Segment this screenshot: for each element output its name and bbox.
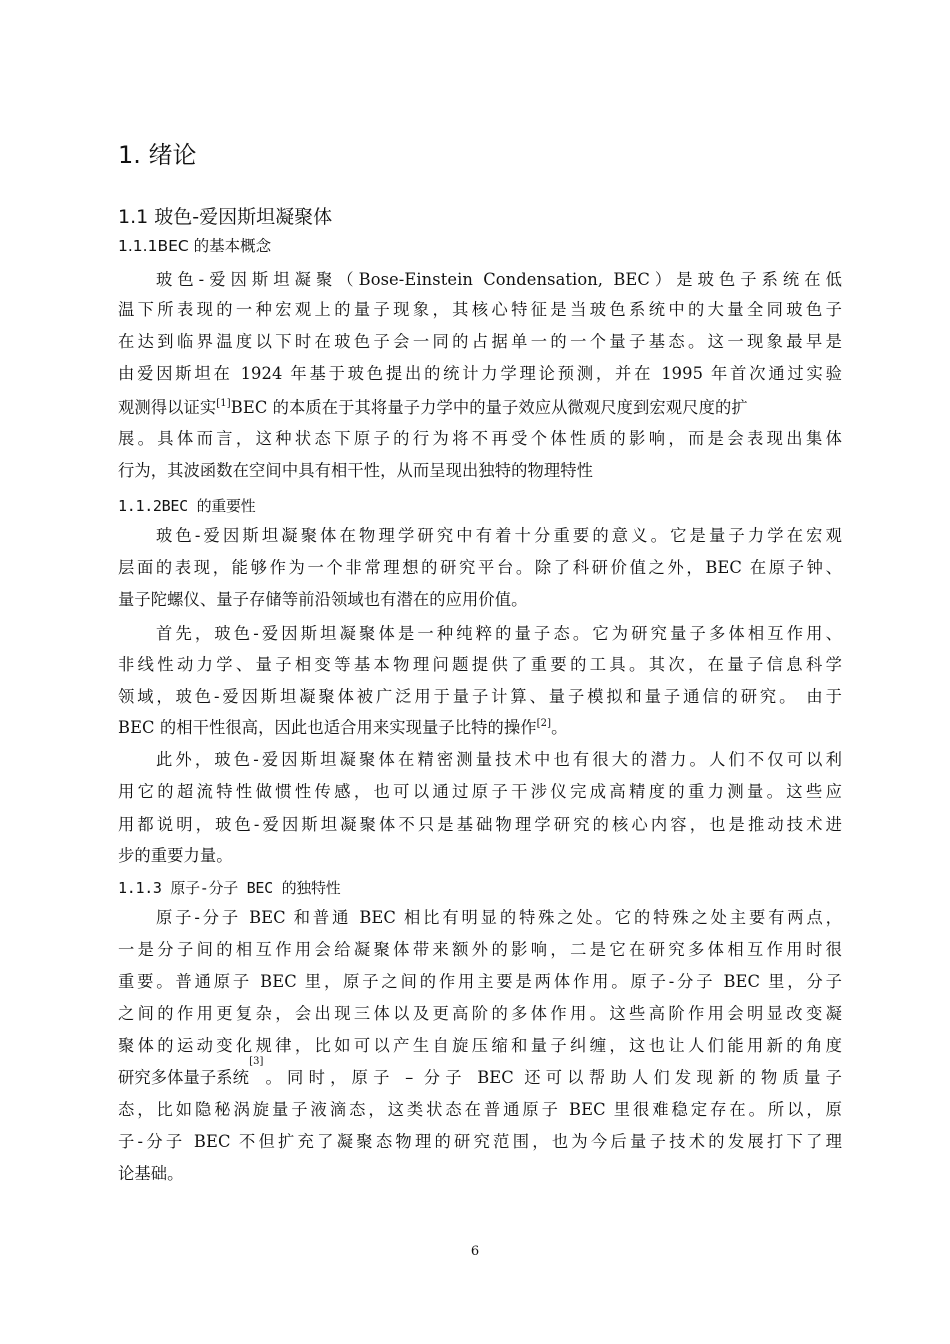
paragraph-line: 由爱因斯坦在 1924 年基于玻色提出的统计力学理论预测，并在 1995 年首次通过实验 <box>118 364 842 383</box>
paragraph-line: 非线性动力学、量子相变等基本物理问题提供了重要的工具。其次，在量子信息科学 <box>118 655 842 674</box>
citation: [1] <box>216 397 231 409</box>
line-text: BEC 的本质在于其将量子力学中的量子效应从微观尺度到宏观尺度的扩 <box>230 398 748 417</box>
paragraph-line: 行为，其波函数在空间中具有相干性，从而呈现出独特的物理特性 <box>118 461 594 480</box>
paragraph-line <box>118 393 748 423</box>
subsection-title-1: 1.1.1BEC 的基本概念 <box>118 237 272 255</box>
citation: [2] <box>536 717 552 729</box>
line-text: 。同时，原子 – 分子 BEC 还可以帮助人们发现新的物质量子 <box>265 1068 842 1087</box>
paragraph-line: 聚体的运动变化规律，比如可以产生自旋压缩和量子纠缠，这也让人们能用新的角度 <box>118 1036 842 1055</box>
paragraph-line: 步的重要力量。 <box>118 846 233 865</box>
subsection-title-2: 1.1.2BEC 的重要性 <box>118 497 256 515</box>
paragraph-line: 层面的表现，能够作为一个非常理想的研究平台。除了科研价值之外，BEC 在原子钟、 <box>118 558 842 577</box>
chapter-title: 1. 绪论 <box>118 141 197 169</box>
paragraph-line: 量子陀螺仪、量子存储等前沿领域也有潜在的应用价值。 <box>118 590 528 609</box>
paragraph-line: 首先，玻色-爱因斯坦凝聚体是一种纯粹的量子态。它为研究量子多体相互作用、 <box>156 624 842 643</box>
paragraph-line: 原子-分子 BEC 和普通 BEC 相比有明显的特殊之处。它的特殊之处主要有两点， <box>156 908 842 927</box>
paragraph-line: 论基础。 <box>118 1164 184 1183</box>
page-number: 6 <box>470 1244 480 1259</box>
line-text: 。 <box>551 718 568 737</box>
paragraph-line: 态，比如隐秘涡旋量子液滴态，这类状态在普通原子 BEC 里很难稳定存在。所以，原 <box>118 1100 842 1119</box>
paragraph-line <box>118 713 568 743</box>
paragraph-line: 之间的作用更复杂，会出现三体以及更高阶的多体作用。这些高阶作用会明显改变凝 <box>118 1004 842 1023</box>
paragraph-line: 一是分子间的相互作用会给凝聚体带来额外的影响，二是它在研究多体相互作用时很 <box>118 940 842 959</box>
paragraph-line: 重要。普通原子 BEC 里，原子之间的作用主要是两体作用。原子-分子 BEC 里，分子 <box>118 972 842 991</box>
paragraph-line <box>118 1056 842 1093</box>
line-text: 研究多体量子系统 <box>118 1068 250 1087</box>
paragraph-line: 玻色-爱因斯坦凝聚体在物理学研究中有着十分重要的意义。它是量子力学在宏观 <box>156 526 842 545</box>
subsection-title-3: 1.1.3 原子-分子 BEC 的独特性 <box>118 879 341 897</box>
paragraph-line: 在达到临界温度以下时在玻色子会一同的占据单一的一个量子基态。这一现象最早是 <box>118 332 842 351</box>
paragraph-line: 温下所表现的一种宏观上的量子现象，其核心特征是当玻色系统中的大量全同玻色子 <box>118 300 842 319</box>
section-title: 1.1 玻色-爱因斯坦凝聚体 <box>118 206 333 228</box>
paragraph-line: 此外，玻色-爱因斯坦凝聚体在精密测量技术中也有很大的潜力。人们不仅可以利 <box>156 750 842 769</box>
paragraph-line: 用它的超流特性做惯性传感，也可以通过原子干涉仪完成高精度的重力测量。这些应 <box>118 782 842 801</box>
paragraph-line: 玻色-爱因斯坦凝聚（Bose-Einstein Condensation, BEC）是玻色子系统在低 <box>156 270 842 289</box>
line-text: BEC 的相干性很高，因此也适合用来实现量子比特的操作 <box>118 718 537 737</box>
paragraph-line: 展。具体而言，这种状态下原子的行为将不再受个体性质的影响，而是会表现出集体 <box>118 429 842 448</box>
document-page <box>118 0 842 1344</box>
citation: [3] <box>249 1056 264 1067</box>
paragraph-line: 子-分子 BEC 不但扩充了凝聚态物理的研究范围，也为今后量子技术的发展打下了理 <box>118 1132 842 1151</box>
paragraph-line: 领域，玻色-爱因斯坦凝聚体被广泛用于量子计算、量子模拟和量子通信的研究。 由于 <box>118 687 842 706</box>
line-text: 观测得以证实 <box>118 398 217 417</box>
paragraph-line: 用都说明，玻色-爱因斯坦凝聚体不只是基础物理学研究的核心内容，也是推动技术进 <box>118 815 842 834</box>
